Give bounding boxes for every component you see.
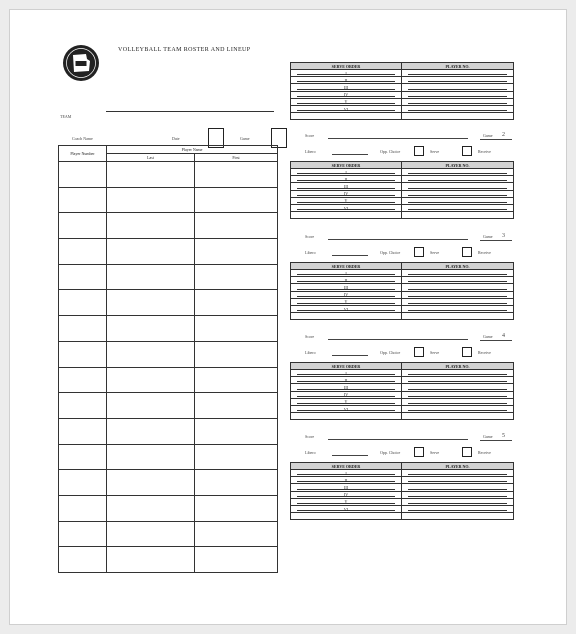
serve-row [291, 291, 514, 298]
serve-row [291, 77, 514, 84]
number-cell[interactable] [59, 418, 107, 444]
blank-cell [291, 513, 402, 520]
serve-position [291, 84, 402, 91]
first-name-cell[interactable] [195, 316, 278, 342]
receive-label: Receive [478, 149, 491, 154]
blank-cell [402, 513, 514, 520]
game-label: Game [483, 234, 493, 239]
serve-row [291, 305, 514, 312]
last-name-cell[interactable] [107, 239, 195, 265]
game-label: Game [483, 434, 493, 439]
serve-label: Serve [430, 149, 440, 154]
serve-position-label: V [344, 299, 348, 305]
date-label: Date [172, 136, 180, 141]
player-no-cell[interactable] [402, 377, 514, 384]
player-no-header: PLAYER NO. [402, 162, 514, 169]
serve-position-label: II [344, 377, 348, 383]
first-name-cell[interactable] [195, 162, 278, 188]
serve-position-label: III [344, 284, 348, 290]
serve-position-label: III [344, 484, 348, 490]
player-no-cell[interactable] [402, 484, 514, 491]
col-last: Last [107, 154, 195, 162]
last-name-cell[interactable] [107, 418, 195, 444]
serve-position [291, 491, 402, 498]
libero-label: Libero [305, 350, 316, 355]
score-label: Score [305, 133, 315, 138]
player-no-cell[interactable] [402, 91, 514, 98]
serve-label: Serve [430, 250, 440, 255]
score-line[interactable] [328, 239, 468, 240]
player-no-cell[interactable] [402, 298, 514, 305]
player-no-cell[interactable] [402, 477, 514, 484]
serve-position-label: V [344, 99, 348, 105]
libero-line[interactable] [332, 255, 368, 256]
serve-position-label: III [344, 384, 348, 390]
player-no-cell[interactable] [402, 498, 514, 505]
first-name-cell[interactable] [195, 367, 278, 393]
serve-row [291, 190, 514, 197]
last-name-cell[interactable] [107, 367, 195, 393]
game-line [480, 240, 512, 241]
roster-row [59, 444, 278, 470]
roster-row [59, 213, 278, 239]
number-cell[interactable] [59, 521, 107, 547]
game-number: 4 [502, 333, 505, 339]
serve-position [291, 176, 402, 183]
number-cell[interactable] [59, 341, 107, 367]
serve-checkbox[interactable] [462, 146, 472, 156]
first-name-cell[interactable] [195, 495, 278, 521]
serve-position [291, 197, 402, 204]
blank-cell [291, 212, 402, 219]
last-name-cell[interactable] [107, 213, 195, 239]
blank-cell [291, 413, 402, 420]
serve-position-label: I [345, 70, 347, 76]
number-cell[interactable] [59, 470, 107, 496]
game-line [480, 440, 512, 441]
number-cell[interactable] [59, 547, 107, 573]
serve-position-label: II [344, 277, 348, 283]
serve-position [291, 98, 402, 105]
roster-row [59, 470, 278, 496]
number-cell[interactable] [59, 213, 107, 239]
first-name-cell[interactable] [195, 393, 278, 419]
serve-row [291, 377, 514, 384]
player-no-header: PLAYER NO. [402, 463, 514, 470]
libero-label: Libero [305, 450, 316, 455]
last-name-cell[interactable] [107, 393, 195, 419]
serve-position [291, 484, 402, 491]
serve-row [291, 204, 514, 211]
opp-choice-checkbox[interactable] [414, 247, 424, 257]
serve-position [291, 298, 402, 305]
serve-position [291, 284, 402, 291]
player-no-cell[interactable] [402, 84, 514, 91]
player-no-cell[interactable] [402, 305, 514, 312]
league-logo [62, 44, 100, 82]
game-number: 2 [502, 132, 505, 138]
serve-row [291, 176, 514, 183]
player-no-cell[interactable] [402, 277, 514, 284]
last-name-cell[interactable] [107, 341, 195, 367]
serve-row [291, 284, 514, 291]
serve-position [291, 305, 402, 312]
first-name-cell[interactable] [195, 290, 278, 316]
last-name-cell[interactable] [107, 444, 195, 470]
serve-position [291, 498, 402, 505]
serve-position [291, 77, 402, 84]
serve-position [291, 277, 402, 284]
serve-position [291, 91, 402, 98]
player-no-cell[interactable] [402, 190, 514, 197]
first-name-cell[interactable] [195, 264, 278, 290]
libero-line[interactable] [332, 154, 368, 155]
team-name-line[interactable] [106, 111, 274, 112]
number-cell[interactable] [59, 495, 107, 521]
serve-position [291, 190, 402, 197]
player-no-cell[interactable] [402, 491, 514, 498]
last-name-cell[interactable] [107, 547, 195, 573]
serve-row [291, 384, 514, 391]
coach-label: Coach Name [72, 136, 93, 141]
libero-line[interactable] [332, 455, 368, 456]
roster-row [59, 162, 278, 188]
opp-choice-checkbox[interactable] [414, 347, 424, 357]
serve-position-label: VI [343, 406, 349, 412]
player-no-cell[interactable] [402, 370, 514, 377]
libero-line[interactable] [332, 355, 368, 356]
player-no-cell[interactable] [402, 77, 514, 84]
number-cell[interactable] [59, 187, 107, 213]
serve-row-blank [291, 212, 514, 219]
serve-row [291, 391, 514, 398]
game-number: 3 [502, 233, 505, 239]
opp-choice-label: Opp. Choice [380, 250, 401, 255]
serve-position-label: V [344, 399, 348, 405]
serve-position-label: IV [343, 191, 349, 197]
roster-row [59, 264, 278, 290]
opp-choice-label: Opp. Choice [380, 450, 401, 455]
player-no-cell[interactable] [402, 505, 514, 512]
number-cell[interactable] [59, 239, 107, 265]
game-line [480, 139, 512, 140]
blank-cell [402, 413, 514, 420]
serve-row [291, 505, 514, 512]
serve-row [291, 169, 514, 176]
serve-position-label: IV [343, 492, 349, 498]
last-name-cell[interactable] [107, 470, 195, 496]
number-cell[interactable] [59, 264, 107, 290]
serve-row [291, 98, 514, 105]
libero-label: Libero [305, 149, 316, 154]
opp-choice-checkbox[interactable] [414, 146, 424, 156]
serve-order-table-3 [290, 262, 514, 320]
serve-position-label: I [345, 270, 347, 276]
serve-position-label: V [344, 198, 348, 204]
col-player-number: Player Number [59, 146, 107, 162]
number-cell[interactable] [59, 393, 107, 419]
serve-position [291, 477, 402, 484]
serve-position [291, 391, 402, 398]
serve-row [291, 70, 514, 77]
last-name-cell[interactable] [107, 162, 195, 188]
receive-label: Receive [478, 250, 491, 255]
blank-cell [291, 313, 402, 320]
serve-order-header: SERVE ORDER [291, 263, 402, 270]
serve-row [291, 183, 514, 190]
roster-row [59, 290, 278, 316]
serve-position-label: IV [343, 292, 349, 298]
serve-position [291, 398, 402, 405]
blank-cell [402, 313, 514, 320]
serve-position [291, 370, 402, 377]
number-cell[interactable] [59, 444, 107, 470]
serve-order-header: SERVE ORDER [291, 162, 402, 169]
roster-row [59, 418, 278, 444]
score-line[interactable] [328, 339, 468, 340]
roster-row [59, 187, 278, 213]
last-name-cell[interactable] [107, 187, 195, 213]
serve-position-label: II [344, 477, 348, 483]
score-line[interactable] [328, 439, 468, 440]
serve-position-label: I [345, 470, 347, 476]
serve-position-label: VI [343, 506, 349, 512]
last-name-cell[interactable] [107, 495, 195, 521]
player-no-cell[interactable] [402, 391, 514, 398]
serve-row [291, 91, 514, 98]
player-no-cell[interactable] [402, 398, 514, 405]
serve-position-label: I [345, 169, 347, 175]
serve-position [291, 505, 402, 512]
serve-position-label: IV [343, 392, 349, 398]
player-no-header: PLAYER NO. [402, 363, 514, 370]
team-label: TEAM [60, 114, 72, 119]
last-name-cell[interactable] [107, 264, 195, 290]
number-cell[interactable] [59, 316, 107, 342]
serve-position-label: VI [343, 106, 349, 112]
receive-label: Receive [478, 450, 491, 455]
player-no-cell[interactable] [402, 470, 514, 477]
serve-position [291, 291, 402, 298]
player-no-cell[interactable] [402, 197, 514, 204]
blank-cell [402, 113, 514, 120]
blank-cell [291, 113, 402, 120]
serve-row [291, 105, 514, 112]
serve-position-label: III [344, 84, 348, 90]
libero-label: Libero [305, 250, 316, 255]
game-number: 5 [502, 433, 505, 439]
player-no-header: PLAYER NO. [402, 63, 514, 70]
serve-row [291, 197, 514, 204]
roster-row [59, 495, 278, 521]
serve-position [291, 204, 402, 211]
first-name-cell[interactable] [195, 444, 278, 470]
serve-position-label: V [344, 499, 348, 505]
first-name-cell[interactable] [195, 547, 278, 573]
serve-row [291, 84, 514, 91]
score-label: Score [305, 334, 315, 339]
first-name-cell[interactable] [195, 521, 278, 547]
serve-label: Serve [430, 450, 440, 455]
serve-checkbox[interactable] [462, 247, 472, 257]
player-no-cell[interactable] [402, 291, 514, 298]
last-name-cell[interactable] [107, 316, 195, 342]
score-label: Score [305, 234, 315, 239]
serve-order-table-5 [290, 462, 514, 520]
page-title: VOLLEYBALL TEAM ROSTER AND LINEUP [118, 47, 251, 53]
serve-row-blank [291, 513, 514, 520]
score-label: Score [305, 434, 315, 439]
serve-row [291, 470, 514, 477]
blank-cell [402, 212, 514, 219]
serve-position-label: VI [343, 306, 349, 312]
serve-position [291, 169, 402, 176]
serve-row-blank [291, 413, 514, 420]
score-line[interactable] [328, 138, 468, 139]
roster-row [59, 393, 278, 419]
serve-order-header: SERVE ORDER [291, 463, 402, 470]
player-no-cell[interactable] [402, 176, 514, 183]
serve-row [291, 484, 514, 491]
player-no-cell[interactable] [402, 105, 514, 112]
first-name-cell[interactable] [195, 418, 278, 444]
serve-row [291, 398, 514, 405]
player-no-cell[interactable] [402, 183, 514, 190]
serve-position [291, 470, 402, 477]
serve-position-label: I [345, 370, 347, 376]
serve-row [291, 277, 514, 284]
game-line [480, 340, 512, 341]
serve-order-table-4 [290, 362, 514, 420]
roster-row [59, 316, 278, 342]
roster-row [59, 239, 278, 265]
opp-choice-label: Opp. Choice [380, 149, 401, 154]
serve-position [291, 377, 402, 384]
serve-order-table-2 [290, 161, 514, 219]
serve-order-header: SERVE ORDER [291, 363, 402, 370]
serve-row-blank [291, 313, 514, 320]
serve-row [291, 491, 514, 498]
serve-position-label: II [344, 176, 348, 182]
col-player-name: Player Name [107, 146, 278, 154]
game-label: Game [483, 334, 493, 339]
serve-position-label: III [344, 183, 348, 189]
number-cell[interactable] [59, 162, 107, 188]
roster-table [58, 145, 278, 573]
serve-row [291, 498, 514, 505]
player-no-cell[interactable] [402, 405, 514, 412]
roster-row [59, 547, 278, 573]
serve-order-table-1 [290, 62, 514, 120]
first-name-cell[interactable] [195, 470, 278, 496]
serve-position-label: IV [343, 92, 349, 98]
serve-order-header: SERVE ORDER [291, 63, 402, 70]
roster-row [59, 521, 278, 547]
serve-row [291, 370, 514, 377]
player-no-cell[interactable] [402, 70, 514, 77]
number-cell[interactable] [59, 290, 107, 316]
serve-row [291, 405, 514, 412]
player-no-cell[interactable] [402, 384, 514, 391]
serve-position [291, 105, 402, 112]
opp-choice-checkbox[interactable] [414, 447, 424, 457]
serve-label: Serve [430, 350, 440, 355]
roster-row [59, 341, 278, 367]
game-label: Game [483, 133, 493, 138]
number-cell[interactable] [59, 367, 107, 393]
roster-row [59, 367, 278, 393]
serve-position [291, 70, 402, 77]
serve-position [291, 405, 402, 412]
receive-label: Receive [478, 350, 491, 355]
player-no-cell[interactable] [402, 169, 514, 176]
opp-choice-label: Opp. Choice [380, 350, 401, 355]
player-no-cell[interactable] [402, 270, 514, 277]
serve-position-label: VI [343, 205, 349, 211]
player-no-cell[interactable] [402, 284, 514, 291]
last-name-cell[interactable] [107, 521, 195, 547]
col-first: First [195, 154, 278, 162]
game-label: Game [240, 136, 250, 141]
serve-row [291, 298, 514, 305]
serve-row [291, 270, 514, 277]
last-name-cell[interactable] [107, 290, 195, 316]
serve-position-label: II [344, 77, 348, 83]
serve-row [291, 477, 514, 484]
serve-position [291, 270, 402, 277]
player-no-header: PLAYER NO. [402, 263, 514, 270]
serve-position [291, 183, 402, 190]
first-name-cell[interactable] [195, 187, 278, 213]
first-name-cell[interactable] [195, 239, 278, 265]
serve-row-blank [291, 113, 514, 120]
first-name-cell[interactable] [195, 213, 278, 239]
first-name-cell[interactable] [195, 341, 278, 367]
player-no-cell[interactable] [402, 98, 514, 105]
serve-checkbox[interactable] [462, 447, 472, 457]
serve-checkbox[interactable] [462, 347, 472, 357]
player-no-cell[interactable] [402, 204, 514, 211]
serve-position [291, 384, 402, 391]
